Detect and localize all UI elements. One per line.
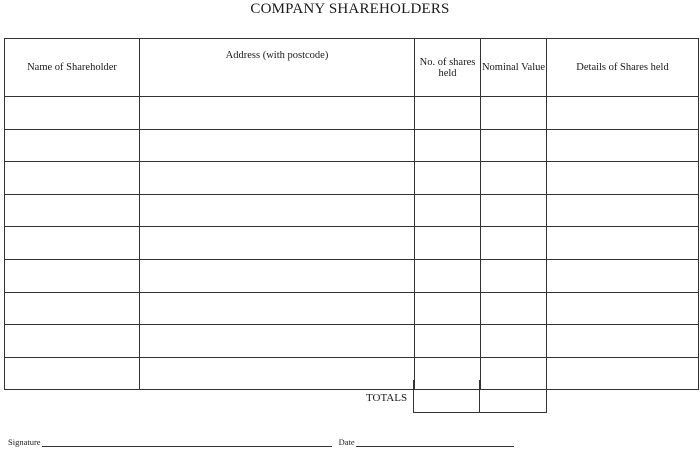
cell-details[interactable] bbox=[547, 162, 699, 195]
cell-nominal[interactable] bbox=[481, 227, 547, 260]
totals-shares-cell[interactable] bbox=[413, 380, 480, 413]
cell-details[interactable] bbox=[547, 227, 699, 260]
cell-shares[interactable] bbox=[415, 259, 481, 292]
cell-shares[interactable] bbox=[415, 194, 481, 227]
cell-address[interactable] bbox=[140, 129, 415, 162]
cell-details[interactable] bbox=[547, 97, 699, 130]
column-header-details: Details of Shares held bbox=[547, 39, 699, 97]
cell-nominal[interactable] bbox=[481, 97, 547, 130]
cell-shares[interactable] bbox=[415, 292, 481, 325]
cell-address[interactable] bbox=[140, 97, 415, 130]
cell-details[interactable] bbox=[547, 129, 699, 162]
cell-details[interactable] bbox=[547, 325, 699, 358]
cell-nominal[interactable] bbox=[481, 194, 547, 227]
table-row bbox=[5, 97, 699, 130]
cell-shares[interactable] bbox=[415, 129, 481, 162]
cell-details[interactable] bbox=[547, 259, 699, 292]
cell-shares[interactable] bbox=[415, 97, 481, 130]
cell-details[interactable] bbox=[547, 194, 699, 227]
cell-name[interactable] bbox=[5, 129, 140, 162]
column-header-name: Name of Shareholder bbox=[5, 39, 140, 97]
table-row bbox=[5, 162, 699, 195]
cell-nominal[interactable] bbox=[481, 129, 547, 162]
column-header-nominal: Nominal Value bbox=[481, 39, 547, 97]
table-row bbox=[5, 259, 699, 292]
date-line[interactable] bbox=[356, 438, 514, 447]
cell-nominal[interactable] bbox=[481, 259, 547, 292]
cell-name[interactable] bbox=[5, 292, 140, 325]
signature-label: Signature bbox=[8, 437, 41, 447]
page-title: COMPANY SHAREHOLDERS bbox=[250, 1, 450, 17]
cell-name[interactable] bbox=[5, 259, 140, 292]
cell-name[interactable] bbox=[5, 97, 140, 130]
cell-name[interactable] bbox=[5, 325, 140, 358]
cell-details[interactable] bbox=[547, 292, 699, 325]
cell-address[interactable] bbox=[140, 292, 415, 325]
cell-address[interactable] bbox=[140, 162, 415, 195]
shareholders-table bbox=[4, 38, 699, 390]
table-row bbox=[5, 325, 699, 358]
cell-shares[interactable] bbox=[415, 227, 481, 260]
totals-label: TOTALS bbox=[366, 392, 408, 404]
header-row bbox=[5, 39, 699, 97]
cell-details[interactable] bbox=[547, 357, 699, 390]
cell-nominal[interactable] bbox=[481, 292, 547, 325]
cell-address[interactable] bbox=[140, 194, 415, 227]
column-header-shares: No. of shares held bbox=[415, 39, 481, 97]
cell-address[interactable] bbox=[140, 325, 415, 358]
cell-nominal[interactable] bbox=[481, 325, 547, 358]
cell-shares[interactable] bbox=[415, 162, 481, 195]
signature-line[interactable] bbox=[42, 438, 332, 447]
cell-address[interactable] bbox=[140, 259, 415, 292]
table-row bbox=[5, 194, 699, 227]
table-row bbox=[5, 292, 699, 325]
cell-name[interactable] bbox=[5, 162, 140, 195]
table-row bbox=[5, 227, 699, 260]
cell-name[interactable] bbox=[5, 227, 140, 260]
column-header-address: Address (with postcode) bbox=[140, 39, 415, 97]
totals-nominal-cell[interactable] bbox=[479, 380, 547, 413]
table-row bbox=[5, 129, 699, 162]
cell-name[interactable] bbox=[5, 194, 140, 227]
date-label: Date bbox=[338, 437, 355, 447]
cell-nominal[interactable] bbox=[481, 162, 547, 195]
totals-row bbox=[4, 380, 546, 413]
cell-address[interactable] bbox=[140, 227, 415, 260]
cell-shares[interactable] bbox=[415, 325, 481, 358]
signature-footer bbox=[8, 437, 514, 447]
